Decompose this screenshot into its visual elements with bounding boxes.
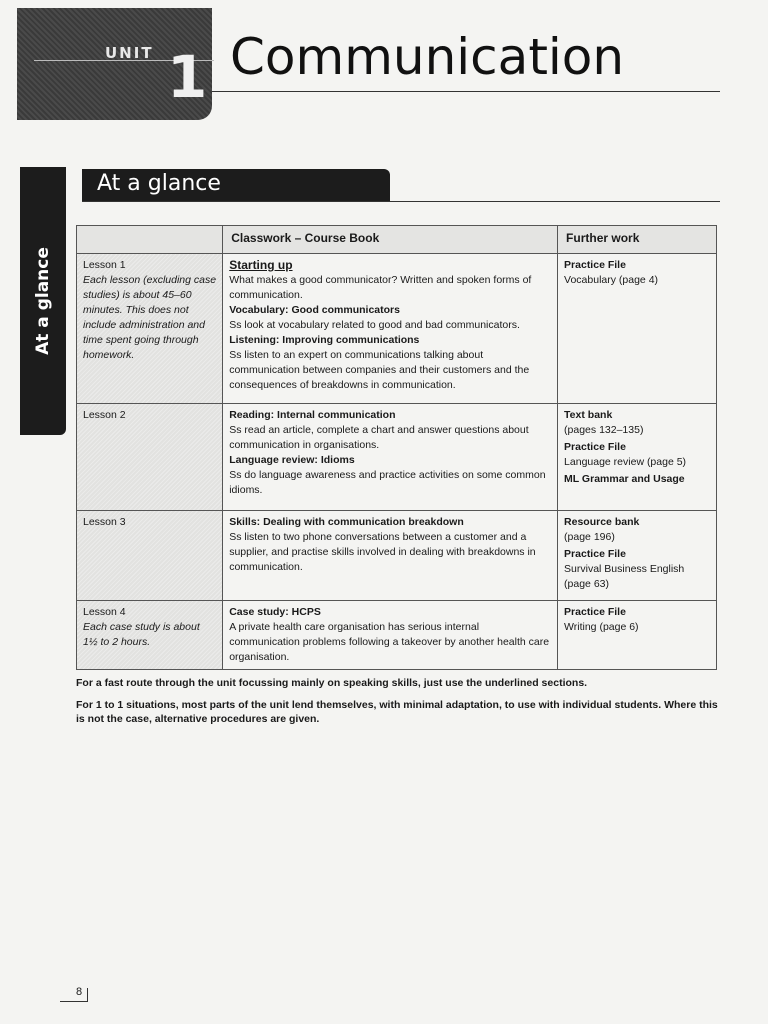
- note-one-to-one: For 1 to 1 situations, most parts of the unit lend themselves, with minimal adaptation, to use with individual students. Where this is not the case, alternative procedures are given.: [76, 699, 718, 725]
- page-title: Communication: [230, 28, 625, 86]
- further-work-detail: Vocabulary (page 4): [564, 274, 659, 286]
- further-work-heading: Practice File: [564, 548, 626, 560]
- further-work-detail: Writing (page 6): [564, 621, 639, 633]
- activity-description: Ss do language awareness and practice activities on some common idioms.: [229, 469, 546, 496]
- title-rule: [212, 91, 720, 92]
- unit-badge: [17, 8, 212, 120]
- classwork-cell: [223, 601, 558, 670]
- lesson-note: Each lesson (excluding case studies) is about 45–60 minutes. This does not include administration and time spent going through homework.: [83, 274, 217, 361]
- lesson-cell: [77, 254, 223, 404]
- lesson-name: Lesson 2: [83, 409, 126, 421]
- unit-number: 1: [167, 43, 208, 111]
- at-a-glance-table: [76, 225, 717, 670]
- activity-heading: Listening: Improving communications: [229, 334, 420, 346]
- activity-description: What makes a good communicator? Written and spoken forms of communication.: [229, 274, 532, 301]
- activity-heading: Case study: HCPS: [229, 606, 321, 618]
- header-classwork: Classwork – Course Book: [223, 226, 558, 254]
- further-work-detail: Language review (page 5): [564, 456, 687, 468]
- lesson-name: Lesson 4: [83, 606, 126, 618]
- section-title: At a glance: [97, 171, 221, 196]
- activity-heading: Vocabulary: Good communicators: [229, 304, 400, 316]
- further-work-heading: Practice File: [564, 606, 626, 618]
- lesson-cell: [77, 601, 223, 670]
- further-work-cell: [558, 511, 717, 601]
- lesson-name: Lesson 1: [83, 259, 126, 271]
- page-number-bar: [87, 988, 88, 1002]
- table-row: [77, 511, 717, 601]
- section-rule: [82, 201, 720, 202]
- classwork-cell: [223, 511, 558, 601]
- table-row: [77, 254, 717, 404]
- activity-description: Ss read an article, complete a chart and answer questions about communication in organisations.: [229, 424, 529, 451]
- page-number-rule: [60, 1001, 88, 1002]
- lesson-name: Lesson 3: [83, 516, 126, 528]
- page-number: 8: [76, 986, 83, 998]
- side-tab: [20, 167, 66, 435]
- lesson-cell: [77, 511, 223, 601]
- activity-description: Ss listen to an expert on communications talking about communication between companies and their customers and the consequences of breakdowns in communication.: [229, 349, 530, 391]
- further-work-heading: ML Grammar and Usage: [564, 473, 685, 485]
- classwork-cell: [223, 404, 558, 511]
- further-work-heading: Text bank: [564, 409, 613, 421]
- table-row: [77, 601, 717, 670]
- lesson-cell: [77, 404, 223, 511]
- further-work-heading: Practice File: [564, 259, 626, 271]
- side-tab-label: At a glance: [33, 247, 53, 355]
- unit-label: UNIT: [105, 44, 154, 62]
- classwork-cell: [223, 254, 558, 404]
- table-header-row: [77, 226, 717, 254]
- further-work-detail: (pages 132–135): [564, 424, 644, 436]
- further-work-cell: [558, 601, 717, 670]
- further-work-cell: [558, 254, 717, 404]
- further-work-cell: [558, 404, 717, 511]
- section-header: [82, 169, 390, 201]
- further-work-detail: (page 196): [564, 531, 615, 543]
- table-row: [77, 404, 717, 511]
- activity-description: A private health care organisation has serious internal communication problems following a takeover by another health care organisation.: [229, 621, 550, 663]
- activity-description: Ss look at vocabulary related to good and bad communicators.: [229, 319, 520, 331]
- activity-heading: Starting up: [229, 258, 293, 272]
- further-work-detail: Survival Business English (page 63): [564, 563, 685, 590]
- activity-heading: Language review: Idioms: [229, 454, 355, 466]
- lesson-note: Each case study is about 1½ to 2 hours.: [83, 621, 200, 648]
- activity-heading: Skills: Dealing with communication breakdown: [229, 516, 464, 528]
- further-work-heading: Practice File: [564, 441, 626, 453]
- header-further-work: Further work: [558, 226, 717, 254]
- activity-heading: Reading: Internal communication: [229, 409, 396, 421]
- activity-description: Ss listen to two phone conversations between a customer and a supplier, and practise skills involved in dealing with breakdowns in communication.: [229, 531, 536, 573]
- header-lesson: [77, 226, 223, 254]
- further-work-heading: Resource bank: [564, 516, 640, 528]
- note-fast-route: For a fast route through the unit focussing mainly on speaking skills, just use the underlined sections.: [76, 677, 588, 689]
